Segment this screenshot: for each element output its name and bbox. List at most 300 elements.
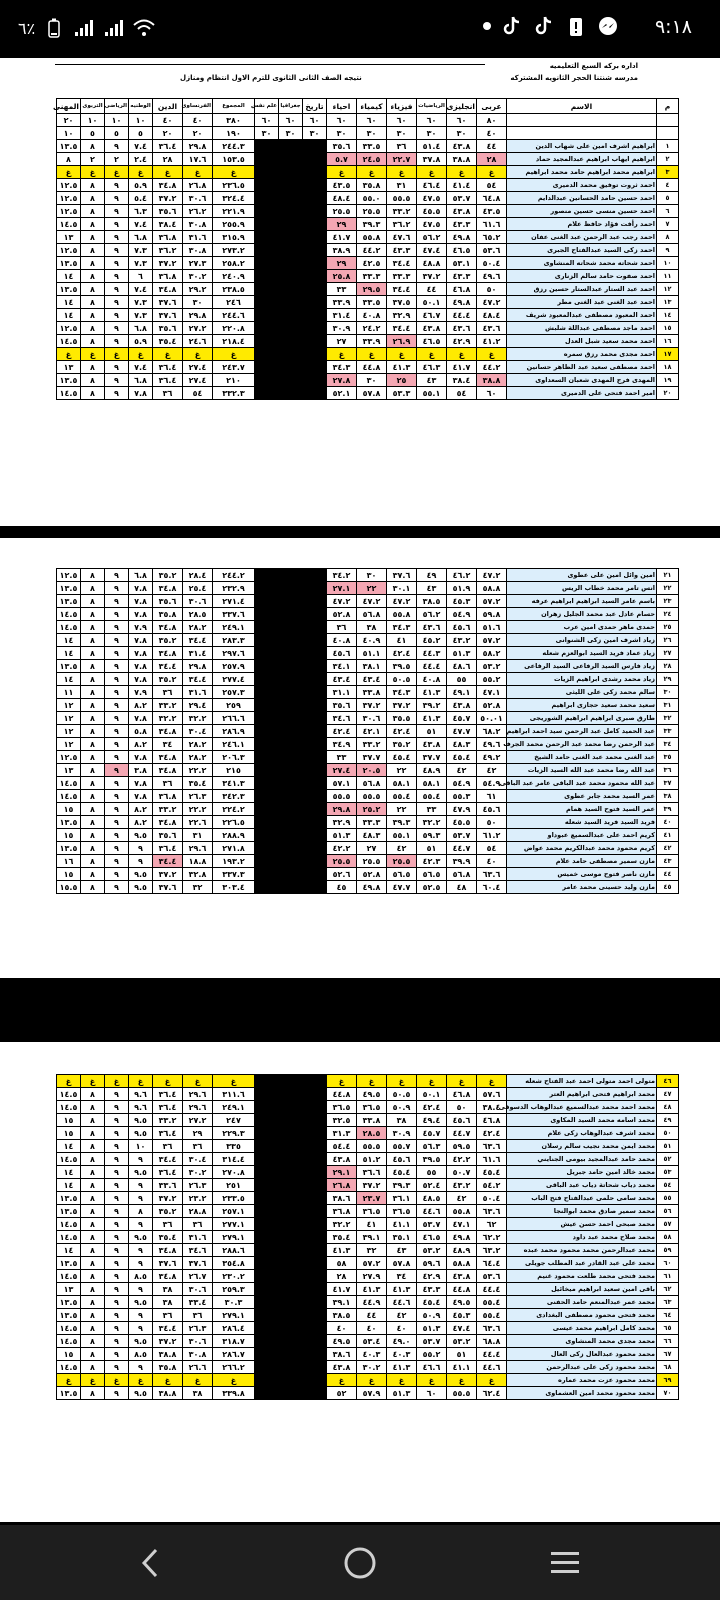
student-row[interactable] bbox=[57, 166, 679, 179]
grade-cell: ١٤ bbox=[57, 1244, 81, 1257]
student-row[interactable] bbox=[57, 855, 679, 868]
grade-cell: ٤٣.٣ bbox=[447, 270, 477, 283]
redacted-cell bbox=[255, 1140, 279, 1153]
grade-cell: ٣٣٧.٦ bbox=[213, 608, 255, 621]
grade-cell: ٣٠.٦ bbox=[183, 595, 213, 608]
grade-cell: غ bbox=[447, 1374, 477, 1387]
grade-cell: ٧.٩ bbox=[129, 621, 153, 634]
student-row[interactable] bbox=[57, 621, 679, 634]
grade-cell: ٥٧.٨ bbox=[387, 1257, 417, 1270]
redacted-cell bbox=[303, 621, 327, 634]
grade-cell: ٩ bbox=[129, 1322, 153, 1335]
student-name: عبد الرحمن رضا محمد عبد الرحمن محمد الجرف bbox=[507, 738, 657, 751]
grade-cell: ٩.٥ bbox=[129, 1114, 153, 1127]
grade-cell: ١٤.٥ bbox=[57, 387, 81, 400]
student-row[interactable] bbox=[57, 1088, 679, 1101]
grade-cell: ٨ bbox=[81, 699, 105, 712]
student-name: محمد ايمن محمد نجيب سالم رسلان bbox=[507, 1140, 657, 1153]
grade-cell: ٣٣.٩ bbox=[357, 335, 387, 348]
grade-cell: ٤٣ bbox=[387, 1244, 417, 1257]
student-row[interactable] bbox=[57, 231, 679, 244]
grade-cell: ٧.٣ bbox=[129, 309, 153, 322]
student-row[interactable] bbox=[57, 218, 679, 231]
student-name: كريم محمود محمد عبدالكريم محمد عواض bbox=[507, 842, 657, 855]
student-row[interactable] bbox=[57, 387, 679, 400]
grade-cell: ٣٦.٥ bbox=[357, 1101, 387, 1114]
grade-cell: ٩ bbox=[105, 699, 129, 712]
limit-cell: ٣٠ bbox=[279, 127, 303, 140]
grade-cell: ٨ bbox=[81, 361, 105, 374]
student-row[interactable] bbox=[57, 1244, 679, 1257]
grade-cell: ٩ bbox=[105, 881, 129, 894]
grade-cell: ٩ bbox=[105, 647, 129, 660]
student-row[interactable] bbox=[57, 1335, 679, 1348]
grade-cell: ٢١٥ bbox=[213, 764, 255, 777]
grade-cell: ٣٩.٩ bbox=[447, 855, 477, 868]
grade-cell: ٣٤.١ bbox=[327, 660, 357, 673]
student-row[interactable] bbox=[57, 1127, 679, 1140]
student-name: احمد مجدى محمد رزق سمره bbox=[507, 348, 657, 361]
student-row[interactable] bbox=[57, 309, 679, 322]
redacted-cell bbox=[303, 673, 327, 686]
grade-cell: ٣٨.٨ bbox=[153, 1387, 183, 1400]
student-row[interactable] bbox=[57, 1192, 679, 1205]
grade-cell: ٥٤.٩ bbox=[447, 777, 477, 790]
grade-cell: ٧.٤ bbox=[129, 218, 153, 231]
grade-cell: ٩ bbox=[129, 1257, 153, 1270]
grade-cell: ٣٥.٢ bbox=[153, 569, 183, 582]
grade-cell: ٢٢.٢ bbox=[183, 803, 213, 816]
student-row[interactable] bbox=[57, 699, 679, 712]
grade-cell: ١٣.٥ bbox=[57, 595, 81, 608]
grade-cell: ٢٩.٨ bbox=[183, 309, 213, 322]
student-row[interactable] bbox=[57, 1374, 679, 1387]
grade-cell: ٨.٢ bbox=[129, 738, 153, 751]
grade-cell: ٣٤.٨ bbox=[153, 621, 183, 634]
grade-cell: ٥٧.١ bbox=[327, 777, 357, 790]
grade-cell: ٤٩.٦ bbox=[477, 738, 507, 751]
limit-cell: ٣٠ bbox=[255, 127, 279, 140]
student-row[interactable] bbox=[57, 1114, 679, 1127]
grade-cell: غ bbox=[417, 348, 447, 361]
column-header: تاريخ bbox=[303, 99, 327, 114]
grade-cell: ٣٢.٢ bbox=[183, 712, 213, 725]
grade-cell: ٩.٥ bbox=[129, 1296, 153, 1309]
grade-cell: ٨ bbox=[81, 608, 105, 621]
redacted-cell bbox=[255, 1309, 279, 1322]
grade-cell: ٣١.١ bbox=[327, 686, 357, 699]
student-row[interactable] bbox=[57, 283, 679, 296]
grade-cell: ٣٣ bbox=[327, 283, 357, 296]
student-row[interactable] bbox=[57, 738, 679, 751]
grade-cell: ١٣ bbox=[57, 764, 81, 777]
student-row[interactable] bbox=[57, 647, 679, 660]
grade-cell: ٥٢.٦ bbox=[327, 868, 357, 881]
grade-cell: ٤٢.٢ bbox=[447, 1153, 477, 1166]
redacted-cell bbox=[255, 868, 279, 881]
student-row[interactable] bbox=[57, 569, 679, 582]
student-row[interactable] bbox=[57, 686, 679, 699]
grade-cell: ٨.٢ bbox=[129, 699, 153, 712]
grade-cell: ٣٠.٤ bbox=[183, 725, 213, 738]
row-number: ٩ bbox=[657, 244, 679, 257]
grade-cell: ٣٤.٨ bbox=[153, 725, 183, 738]
student-row[interactable] bbox=[57, 1257, 679, 1270]
grade-cell: ٩ bbox=[129, 842, 153, 855]
grade-cell: ٨ bbox=[81, 1101, 105, 1114]
grade-cell: ٤٦.٥ bbox=[417, 1231, 447, 1244]
grade-cell: ٥٥.٢ bbox=[477, 673, 507, 686]
grade-cell: ٩ bbox=[105, 816, 129, 829]
grade-cell: ٨ bbox=[81, 803, 105, 816]
grade-cell: ٩.٥ bbox=[129, 829, 153, 842]
grade-cell: ٤٨.٥ bbox=[417, 1192, 447, 1205]
student-row[interactable] bbox=[57, 374, 679, 387]
grade-cell: ٢٤٣.٧ bbox=[213, 361, 255, 374]
grade-cell: ٧.٨ bbox=[129, 634, 153, 647]
grade-cell: ٢٥.٢ bbox=[357, 803, 387, 816]
redacted-cell bbox=[303, 1218, 327, 1231]
grade-cell: ٣٧.٢ bbox=[153, 1192, 183, 1205]
grade-cell: ٢٨.٥ bbox=[183, 608, 213, 621]
grade-cell: ٨ bbox=[81, 816, 105, 829]
redacted-cell bbox=[279, 244, 303, 257]
student-row[interactable] bbox=[57, 1296, 679, 1309]
student-row[interactable] bbox=[57, 322, 679, 335]
grade-cell: ٤٥.٤ bbox=[417, 1296, 447, 1309]
grade-cell: ٢٧١.٤ bbox=[213, 595, 255, 608]
student-row[interactable] bbox=[57, 270, 679, 283]
grade-cell: ٤١.٣ bbox=[417, 686, 447, 699]
student-row[interactable] bbox=[57, 829, 679, 842]
grade-cell: ٣٨.٦ bbox=[327, 1192, 357, 1205]
redacted-cell bbox=[303, 140, 327, 153]
grade-cell: ٢٢.٦ bbox=[183, 816, 213, 829]
student-row[interactable] bbox=[57, 660, 679, 673]
grade-cell: ٣٧.٦ bbox=[153, 1257, 183, 1270]
grade-cell: ٨ bbox=[81, 595, 105, 608]
grade-cell: ٢٣٠.٢ bbox=[213, 1270, 255, 1283]
grade-cell: ٣٧.٥ bbox=[387, 296, 417, 309]
student-row[interactable] bbox=[57, 725, 679, 738]
student-row[interactable] bbox=[57, 868, 679, 881]
student-row[interactable] bbox=[57, 803, 679, 816]
grade-cell: ١٣ bbox=[57, 1283, 81, 1296]
grade-cell: ٨ bbox=[81, 296, 105, 309]
student-name: باقى امين سعيد ابراهيم ميخائيل bbox=[507, 1283, 657, 1296]
grade-cell: ٤٩.٢ bbox=[477, 751, 507, 764]
student-row[interactable] bbox=[57, 140, 679, 153]
student-row[interactable] bbox=[57, 608, 679, 621]
home-button[interactable] bbox=[325, 1525, 395, 1600]
grade-cell: ٢٧٩.١ bbox=[213, 1309, 255, 1322]
student-row[interactable] bbox=[57, 1348, 679, 1361]
redacted-cell bbox=[279, 582, 303, 595]
grade-cell: ٣٥.٢ bbox=[153, 673, 183, 686]
row-number: ٢٤ bbox=[657, 608, 679, 621]
grade-cell: ٢٤٤.٣ bbox=[213, 140, 255, 153]
grade-cell: ٣١٥.٩ bbox=[213, 231, 255, 244]
row-number: ١٨ bbox=[657, 361, 679, 374]
row-number: ٦٦ bbox=[657, 1335, 679, 1348]
student-row[interactable] bbox=[57, 1283, 679, 1296]
grade-cell: ٨ bbox=[81, 673, 105, 686]
grade-cell: ٤٥.٦ bbox=[387, 1153, 417, 1166]
grade-cell: ٥١ bbox=[417, 842, 447, 855]
grade-cell: ١٤ bbox=[57, 309, 81, 322]
student-row[interactable] bbox=[57, 582, 679, 595]
column-header: المهنى bbox=[57, 99, 81, 114]
column-header: التربوى bbox=[81, 99, 105, 114]
grade-cell: ٩ bbox=[105, 1127, 129, 1140]
redacted-cell bbox=[255, 777, 279, 790]
limit-cell: ٦٠ bbox=[387, 114, 417, 127]
results-page-1[interactable] bbox=[0, 58, 720, 526]
grade-cell: ٢٥.٥ bbox=[327, 205, 357, 218]
grade-cell: ٣٦ bbox=[153, 1218, 183, 1231]
grade-cell: ١٥ bbox=[57, 803, 81, 816]
grade-cell: ٤٣.٦ bbox=[447, 322, 477, 335]
student-row[interactable] bbox=[57, 1322, 679, 1335]
grade-cell: غ bbox=[105, 166, 129, 179]
grade-cell: ٢٤.٥ bbox=[357, 153, 387, 166]
column-header: عربى bbox=[477, 99, 507, 114]
student-row[interactable] bbox=[57, 1231, 679, 1244]
redacted-cell bbox=[303, 1309, 327, 1322]
limit-cell: ٥ bbox=[81, 127, 105, 140]
redacted-cell bbox=[255, 1361, 279, 1374]
student-row[interactable] bbox=[57, 1361, 679, 1374]
row-number: ٨ bbox=[657, 231, 679, 244]
grade-cell: ٢١٠ bbox=[213, 374, 255, 387]
grade-cell: ٣٤.٣ bbox=[327, 361, 357, 374]
redacted-cell bbox=[303, 153, 327, 166]
grade-cell: ٥٥.١ bbox=[387, 829, 417, 842]
student-row[interactable] bbox=[57, 244, 679, 257]
grade-cell: ٢٢ bbox=[357, 582, 387, 595]
grade-cell: ٦٢ bbox=[477, 1218, 507, 1231]
grade-cell: ٣٦.٨ bbox=[327, 1205, 357, 1218]
grade-cell: ٨ bbox=[81, 374, 105, 387]
results-page-3[interactable] bbox=[0, 1042, 720, 1522]
grade-cell: ٩ bbox=[129, 1283, 153, 1296]
grade-cell: ٤٦.٥ bbox=[417, 335, 447, 348]
student-row[interactable] bbox=[57, 348, 679, 361]
grade-cell: ٣٨.٨ bbox=[477, 374, 507, 387]
student-row[interactable] bbox=[57, 1179, 679, 1192]
limit-cell: ٢٠ bbox=[57, 114, 81, 127]
grade-cell: ٤٤.٩ bbox=[357, 1296, 387, 1309]
grade-cell: ٥٤.٢ bbox=[477, 1179, 507, 1192]
limit-cell: ١٠ bbox=[57, 127, 81, 140]
grade-cell: ٢٢١.٩ bbox=[213, 205, 255, 218]
grade-cell: ٥.٩ bbox=[129, 335, 153, 348]
grade-cell: ٩ bbox=[105, 1244, 129, 1257]
grade-cell: ٥٠ bbox=[477, 816, 507, 829]
grade-cell: ٨ bbox=[81, 140, 105, 153]
grade-cell: غ bbox=[387, 348, 417, 361]
grade-cell: ١٤ bbox=[57, 1140, 81, 1153]
grade-cell: ٢٠.٥ bbox=[357, 764, 387, 777]
student-row[interactable] bbox=[57, 192, 679, 205]
grade-cell: ٩ bbox=[105, 621, 129, 634]
grade-cell: ٣٤.٨ bbox=[153, 283, 183, 296]
grade-cell: ٤٧.٧ bbox=[447, 725, 477, 738]
redacted-cell bbox=[279, 1166, 303, 1179]
student-row[interactable] bbox=[57, 634, 679, 647]
grade-cell: ٥٣.٦ bbox=[477, 1270, 507, 1283]
grade-cell: ٣٤ bbox=[387, 1270, 417, 1283]
student-row[interactable] bbox=[57, 842, 679, 855]
grade-cell: ١٣.٥ bbox=[57, 1192, 81, 1205]
grade-cell: ٨ bbox=[81, 829, 105, 842]
student-name: باسم عامر السيد ابراهيم ابراهيم عرفه bbox=[507, 595, 657, 608]
grade-cell: ٥٥.٤ bbox=[417, 790, 447, 803]
grade-cell: ٣٥.٦ bbox=[327, 699, 357, 712]
redacted-cell bbox=[279, 1192, 303, 1205]
signal-icon bbox=[73, 16, 95, 40]
grade-cell: ٥٨ bbox=[327, 1257, 357, 1270]
student-row[interactable] bbox=[57, 751, 679, 764]
grade-cell: ٥٨.٢ bbox=[477, 647, 507, 660]
grade-cell: ٤٣.٥ bbox=[477, 205, 507, 218]
limit-cell bbox=[507, 127, 657, 140]
grade-cell: غ bbox=[57, 348, 81, 361]
grade-cell: ٩ bbox=[105, 868, 129, 881]
grade-cell: ٤٦.٤ bbox=[417, 179, 447, 192]
grade-cell: ٦٨.٨ bbox=[477, 1335, 507, 1348]
redacted-cell bbox=[255, 1166, 279, 1179]
grade-cell: ٦.٨ bbox=[129, 374, 153, 387]
grade-cell: ٤٣.٨ bbox=[447, 205, 477, 218]
grade-cell: ٤٩.٨ bbox=[447, 231, 477, 244]
student-row[interactable] bbox=[57, 816, 679, 829]
student-row[interactable] bbox=[57, 1153, 679, 1166]
grade-cell: ٣٨ bbox=[153, 1296, 183, 1309]
back-button[interactable] bbox=[115, 1525, 185, 1600]
grade-cell: ٣١ bbox=[387, 179, 417, 192]
grade-cell: ٥٩.٣ bbox=[417, 829, 447, 842]
redacted-cell bbox=[303, 335, 327, 348]
student-row[interactable] bbox=[57, 712, 679, 725]
student-row[interactable] bbox=[57, 790, 679, 803]
grade-cell: ٩ bbox=[129, 1153, 153, 1166]
grade-cell: ٦٠ bbox=[477, 387, 507, 400]
grade-cell: ٤٥.٣ bbox=[447, 595, 477, 608]
grade-cell: ٤٩.٨ bbox=[447, 1231, 477, 1244]
grade-cell: ٤٣ bbox=[417, 582, 447, 595]
student-row[interactable] bbox=[57, 881, 679, 894]
grade-cell: غ bbox=[447, 348, 477, 361]
grade-cell: ٣٧.٢ bbox=[153, 868, 183, 881]
student-row[interactable] bbox=[57, 777, 679, 790]
grade-cell: ٣٠.٦ bbox=[183, 192, 213, 205]
redacted-cell bbox=[303, 374, 327, 387]
grade-cell: ٩ bbox=[129, 1309, 153, 1322]
grade-cell: ٣٦.٤ bbox=[153, 361, 183, 374]
row-number: ٤ bbox=[657, 179, 679, 192]
student-row[interactable] bbox=[57, 1387, 679, 1400]
redacted-cell bbox=[255, 1348, 279, 1361]
grade-cell: ٧.٨ bbox=[129, 790, 153, 803]
grade-cell: ٩ bbox=[105, 387, 129, 400]
student-row[interactable] bbox=[57, 179, 679, 192]
student-row[interactable] bbox=[57, 296, 679, 309]
student-row[interactable] bbox=[57, 764, 679, 777]
student-row[interactable] bbox=[57, 1309, 679, 1322]
grade-cell: ١٤.٥ bbox=[57, 1218, 81, 1231]
student-row[interactable] bbox=[57, 1205, 679, 1218]
grade-cell: ٣٤٢.٣ bbox=[213, 790, 255, 803]
grade-cell: ٢٤٤.٢ bbox=[213, 569, 255, 582]
grade-cell: ٣٧.٢ bbox=[153, 257, 183, 270]
redacted-cell bbox=[279, 621, 303, 634]
grade-cell: ٢٧ bbox=[357, 842, 387, 855]
student-row[interactable] bbox=[57, 257, 679, 270]
grade-cell: ٥٠.٤ bbox=[477, 257, 507, 270]
student-row[interactable] bbox=[57, 153, 679, 166]
student-row[interactable] bbox=[57, 1101, 679, 1114]
redacted-cell bbox=[303, 569, 327, 582]
column-header: المجموع bbox=[213, 99, 255, 114]
grade-cell: غ bbox=[105, 348, 129, 361]
grade-cell: ٥.٤ bbox=[129, 192, 153, 205]
grade-cell: ٩ bbox=[105, 244, 129, 257]
grade-cell: ٤٢.٢ bbox=[327, 842, 357, 855]
grade-cell: ٤٦.٣ bbox=[417, 361, 447, 374]
grade-cell: ٣٨ bbox=[387, 1114, 417, 1127]
grade-cell: ٣٣.٩ bbox=[327, 296, 357, 309]
row-number: ٥٣ bbox=[657, 1166, 679, 1179]
student-row[interactable] bbox=[57, 673, 679, 686]
grade-cell: ٨ bbox=[81, 218, 105, 231]
student-row[interactable] bbox=[57, 361, 679, 374]
student-row[interactable] bbox=[57, 1140, 679, 1153]
student-name: محمد فتحى محمود مصطفى البغدادى bbox=[507, 1309, 657, 1322]
grade-cell: غ bbox=[417, 166, 447, 179]
student-row[interactable] bbox=[57, 1270, 679, 1283]
student-row[interactable] bbox=[57, 1166, 679, 1179]
grade-cell: ٣٥.٦ bbox=[153, 829, 183, 842]
grade-cell: ٣٨.٩ bbox=[327, 244, 357, 257]
student-row[interactable] bbox=[57, 335, 679, 348]
redacted-cell bbox=[303, 1166, 327, 1179]
results-page-2[interactable] bbox=[0, 538, 720, 978]
grade-cell: ٣٤.٤ bbox=[387, 322, 417, 335]
grade-cell: ٨ bbox=[57, 153, 81, 166]
redacted-cell bbox=[279, 335, 303, 348]
grade-cell: ٣٤.٤ bbox=[153, 855, 183, 868]
student-row[interactable] bbox=[57, 205, 679, 218]
grade-cell: ٣٣ bbox=[327, 751, 357, 764]
grade-cell: ٨ bbox=[81, 1166, 105, 1179]
grade-cell: ٤٣.٣ bbox=[447, 218, 477, 231]
recents-button[interactable] bbox=[530, 1525, 600, 1600]
student-row[interactable] bbox=[57, 1075, 679, 1088]
student-name: سعيد محمد سعيد حجازى ابراهيم bbox=[507, 699, 657, 712]
grade-cell: ١٢.٥ bbox=[57, 244, 81, 257]
student-row[interactable] bbox=[57, 1218, 679, 1231]
grade-cell: ٤٣.٤ bbox=[357, 673, 387, 686]
grade-cell: ٦٨.٢ bbox=[477, 725, 507, 738]
redacted-cell bbox=[303, 218, 327, 231]
student-row[interactable] bbox=[57, 595, 679, 608]
grade-cell: ٩ bbox=[105, 582, 129, 595]
student-name: حمدى ماهر حمدى امين عرب bbox=[507, 621, 657, 634]
redacted-cell bbox=[255, 283, 279, 296]
grade-cell: ٥٣.٢ bbox=[477, 660, 507, 673]
limit-cell: ٤٠ bbox=[477, 127, 507, 140]
